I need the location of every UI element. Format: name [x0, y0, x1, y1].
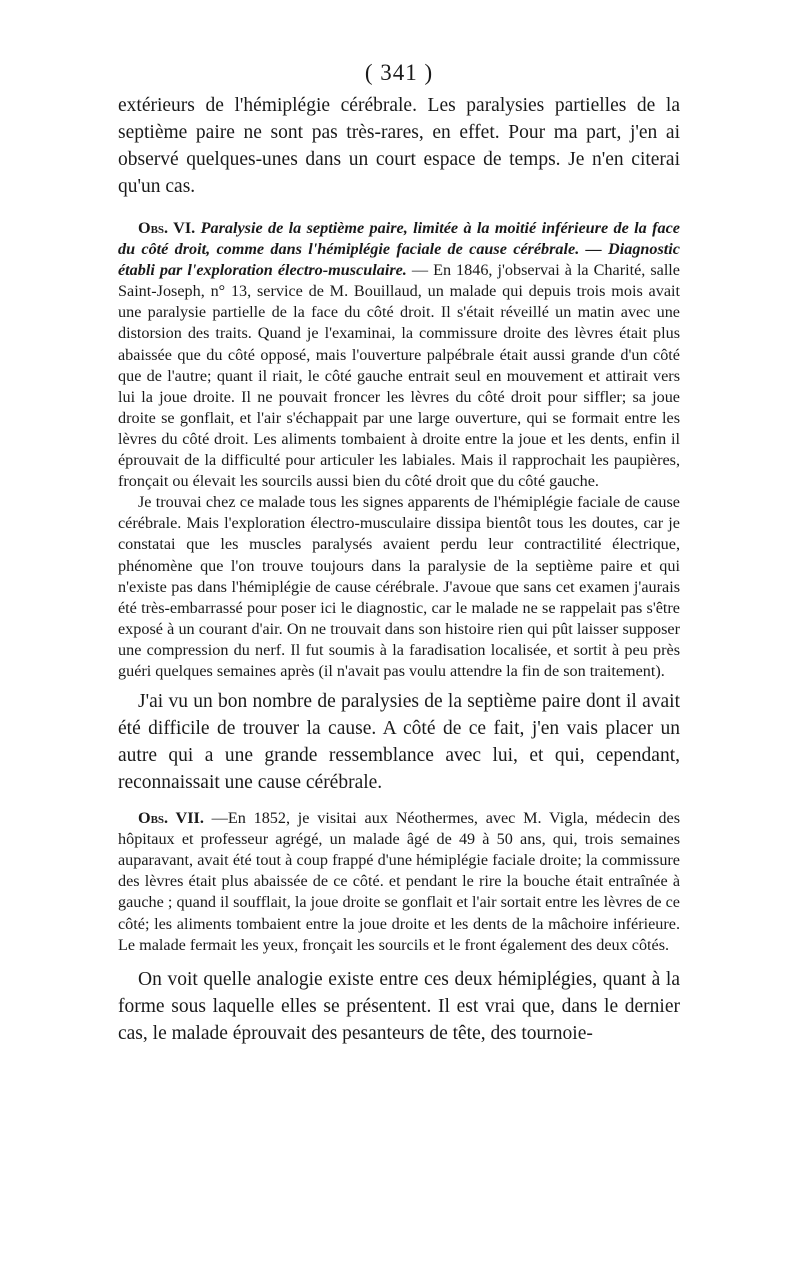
observation-6-text: — En 1846, j'observai à la Charité, salle Saint-Joseph, n° 13, service de M. Bouillaud, un malade qui depuis trois mois avait une paralysie partielle de la face du côté droit. Il s'était réveillé un matin avec une distorsion des traits. Quand je l'examinai, la commissure droite des lèvres était plus abaissée que du côté opposé, mais l'ouverture palpébrale était aussi grande d'un côté que de l'autre; quant il riait, le côté gauche entrait seul en mouvement et attirait vers lui la joue droite. Il ne pouvait froncer les lèvres du côté droit pour siffler; sa joue droite se gonflait, et l'air s'échappait par une large ouverture, qui se formait entre les lèvres du côté droit. Les aliments tombaient à droite entre la joue et les dents, enfin il éprouvait de la difficulté pour articuler les labiales. Mais il rapprochait les paupières, fronçait ou élevait les sourcils aussi bien du côté droit que du côté gauche. — [118, 261, 680, 491]
observation-6-label: Obs. VI. — [138, 219, 196, 237]
paragraph-intro: extérieurs de l'hémiplégie cérébrale. Les paralysies partielles de la septième paire ne sont pas très-rares, en effet. Pour ma part, j'en ai observé quelques-unes dans un court espace de temps. Je n'en citerai qu'un cas. — [118, 95, 680, 197]
book-page — [118, 58, 680, 1047]
observation-7-label: Obs. VII. — [138, 809, 204, 828]
page-number: ( 341 ) — [364, 60, 434, 85]
paragraph-transition: J'ai vu un bon nombre de paralysies de la septième paire dont il avait été difficile de trouver la cause. A côté de ce fait, j'en vais placer un autre qui a une grande ressemblance avec lui, et qui, cependant, reconnaissait une cause cérébrale. — [118, 691, 680, 794]
paragraph-conclusion: On voit quelle analogie existe entre ces deux hémiplégies, quant à la forme sous laquelle elles se présentent. Il est vrai que, dans le dernier cas, le malade éprouvait des pesanteurs de tête, des tournoie- — [118, 968, 680, 1044]
observation-7-text: —En 1852, je visitai aux Néothermes, avec M. Vigla, médecin des hôpitaux et professeur agrégé, un malade âgé de 49 à 50 ans, qui, trois semaines auparavant, avait été tout à coup frappé d'une hémiplégie faciale droite; la commissure des lèvres était plus abaissée de ce côté. et pendant le rire la bouche était entraînée à gauche ; quand il soufflait, la joue droite se gonflait et l'air sortait entre les lèvres de ce côté; les aliments tombaient entre la joue droite et les dents de la mâchoire inférieure. Le malade fermait les yeux, fronçait les sourcils et le front également des deux côtés. — [118, 809, 680, 954]
observation-7 — [118, 808, 680, 956]
observation-6 — [118, 218, 680, 492]
observation-6-title: Paralysie de la septième paire, limitée à la moitié inférieure de la face du côté droit, comme dans l'hémiplégie faciale de cause cérébrale. — Diagnostic établi par l'exploration électro-musculaire. — [118, 219, 680, 280]
observation-6-continued: Je trouvai chez ce malade tous les signes apparents de l'hémiplégie faciale de cause cérébrale. Mais l'exploration électro-musculaire dissipa bientôt tous les doutes, car je constatai que les muscles paralysés avaient perdu leur contractilité électrique, phénomène que l'on trouve toujours dans la paralysie de la septième paire et qui n'existe pas dans l'hémiplégie de cause cérébrale. J'avoue que sans cet examen j'aurais été très-embarrassé pour poser ici le diagnostic, car le malade ne se rappelait pas s'être exposé à un courant d'air. On ne trouvait dans son histoire rien qui pût laisser supposer une compression du nerf. Il fut soumis à la faradisation localisée, et sortit à peu près guéri quelques semaines après (il n'avait pas voulu attendre la fin de son traitement). — [118, 493, 680, 680]
